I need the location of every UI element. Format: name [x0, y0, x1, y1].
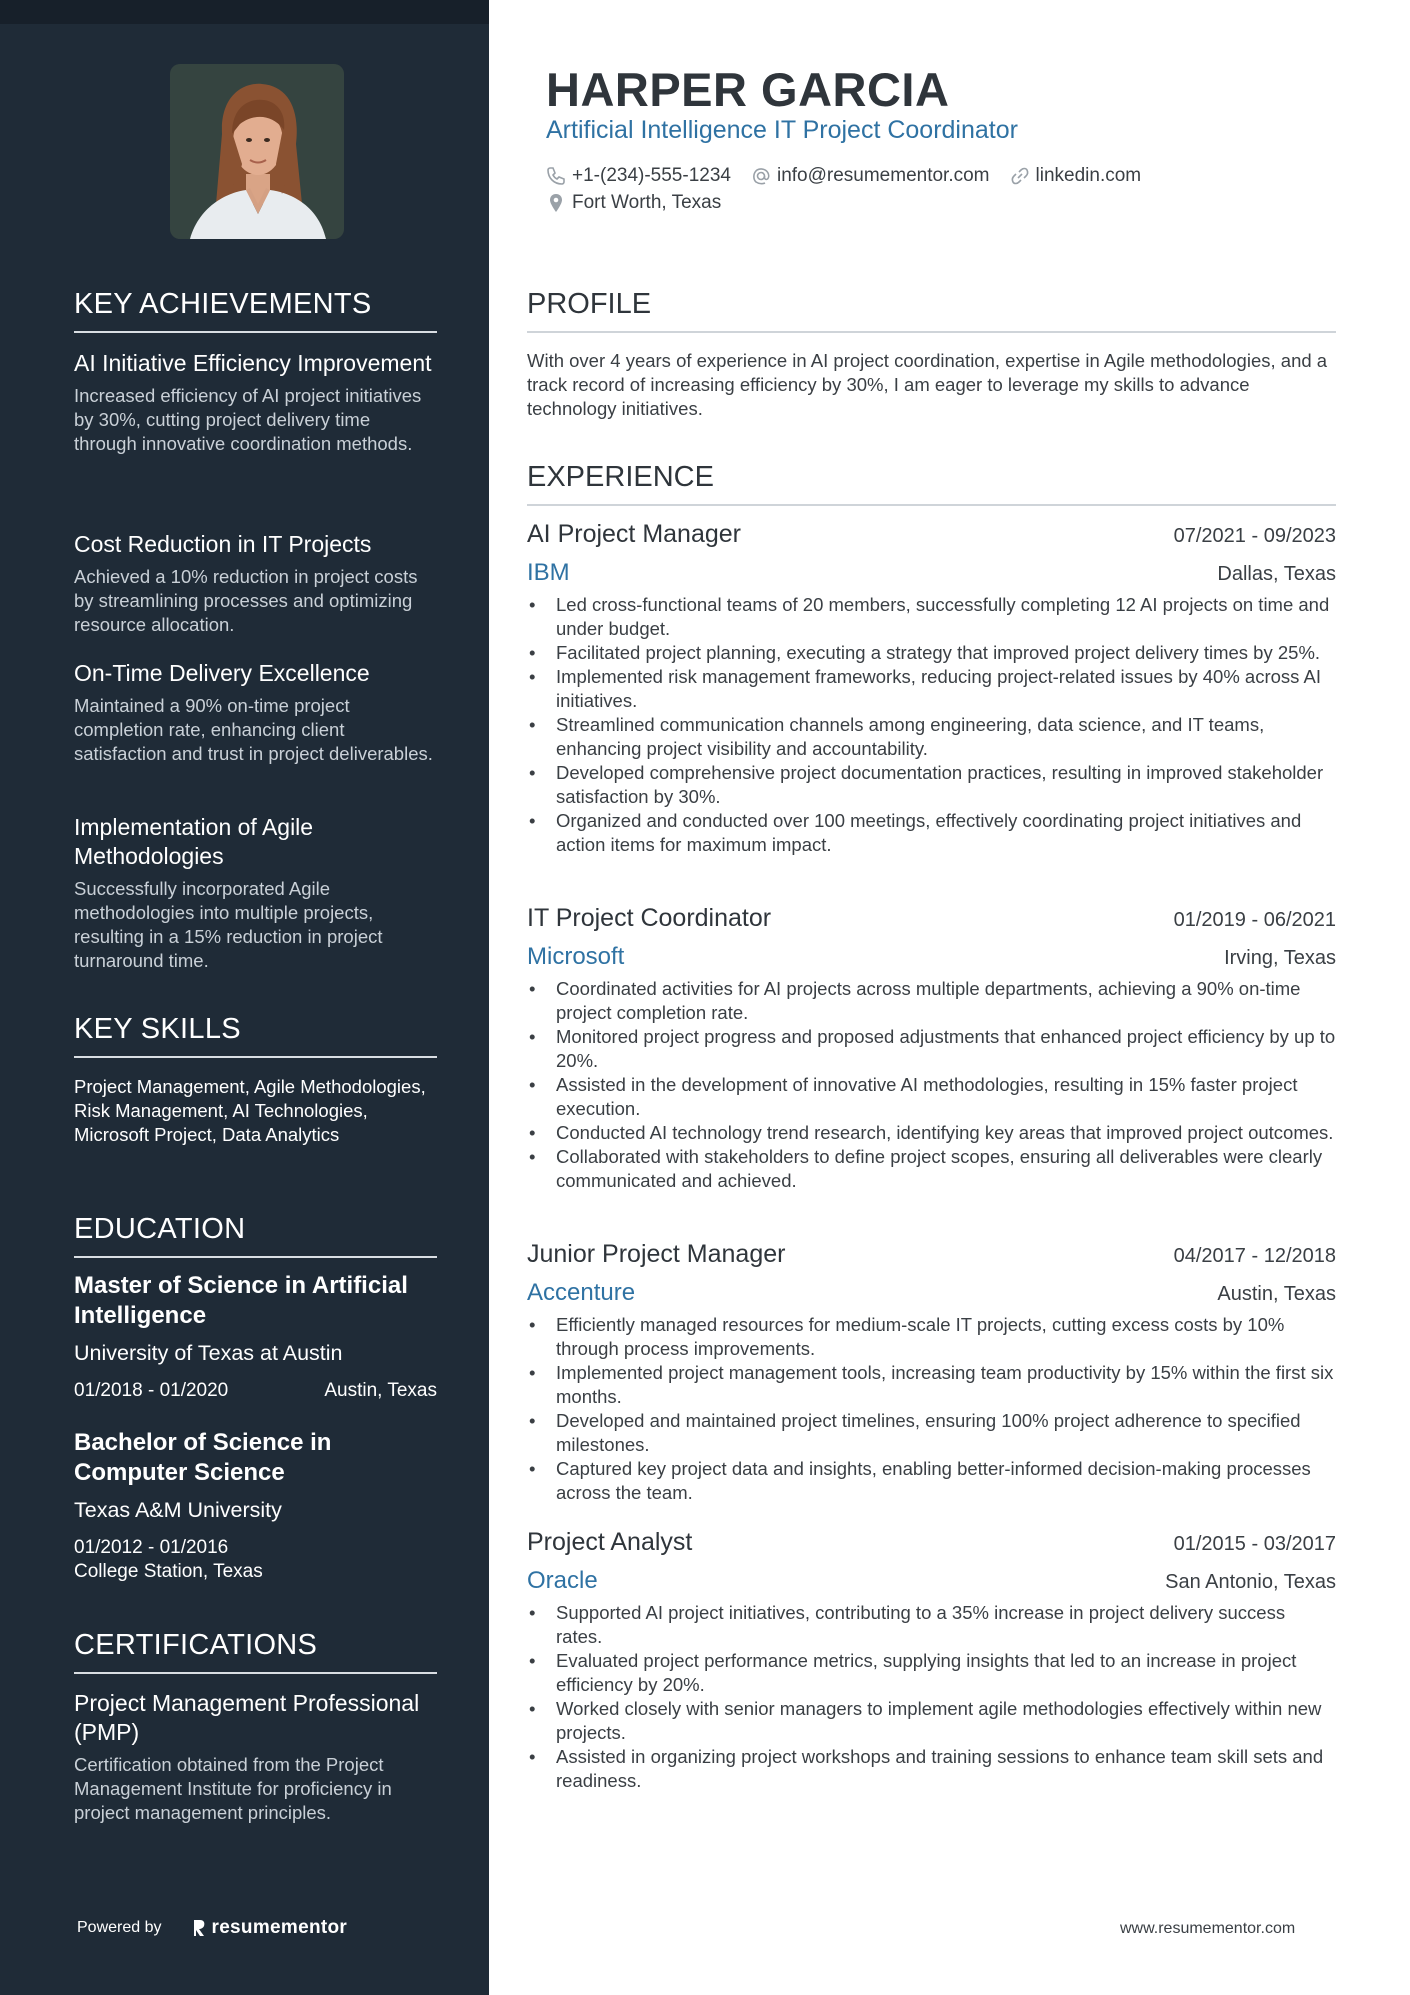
candidate-name: HARPER GARCIA	[546, 63, 950, 116]
job-bullet: • Led cross-functional teams of 20 members, successfully completing 12 AI projects on time and under budget.	[527, 593, 1336, 641]
certification-title: Project Management Professional (PMP)	[74, 1690, 420, 1745]
job-dates: 07/2021 - 09/2023	[1173, 525, 1336, 547]
at-icon	[751, 166, 771, 186]
education-dates: 01/2018 - 01/2020	[74, 1380, 229, 1401]
profile-heading: PROFILE	[527, 288, 1336, 333]
education-degree: Master of Science in Artificial Intelligence	[74, 1272, 408, 1329]
education-dates: 01/2012 - 01/2016	[74, 1537, 229, 1558]
job-bullets	[527, 593, 1336, 857]
contact-row-location	[546, 192, 741, 214]
job-bullet: • Implemented project management tools, increasing team productivity by 15% within the first six months.	[527, 1361, 1336, 1409]
job-entry	[527, 1528, 1336, 1793]
job-company: Microsoft	[527, 943, 625, 970]
job-title: IT Project Coordinator	[527, 904, 772, 932]
job-bullets	[527, 977, 1336, 1193]
job-entry	[527, 904, 1336, 1193]
job-company: IBM	[527, 559, 570, 586]
job-bullet: • Captured key project data and insights, enabling better-informed decision-making processes across the team.	[527, 1457, 1336, 1505]
job-company: Accenture	[527, 1279, 636, 1306]
job-entry	[527, 1240, 1336, 1505]
education-heading: EDUCATION	[74, 1213, 437, 1258]
job-dates: 04/2017 - 12/2018	[1173, 1245, 1336, 1267]
skills-list: Project Management, Agile Methodologies, Risk Management, AI Technologies, Microsoft Project, Data Analytics	[74, 1076, 426, 1145]
job-title: AI Project Manager	[527, 520, 741, 548]
education-school: Texas A&M University	[74, 1498, 282, 1522]
email-text: info@resumementor.com	[776, 165, 990, 186]
education-school: University of Texas at Austin	[74, 1341, 343, 1365]
candidate-role: Artificial Intelligence IT Project Coordinator	[546, 116, 1018, 144]
job-bullet: • Assisted in organizing project workshops and training sessions to enhance team skill sets and readiness.	[527, 1745, 1336, 1793]
job-location: San Antonio, Texas	[1165, 1571, 1336, 1593]
phone-icon	[546, 166, 566, 186]
education-location: Austin, Texas	[324, 1380, 437, 1401]
contact-location	[546, 192, 721, 214]
job-entry	[527, 520, 1336, 857]
job-bullet: • Organized and conducted over 100 meetings, effectively coordinating project initiatives and action items for maximum impact.	[527, 809, 1336, 857]
job-location: Dallas, Texas	[1217, 563, 1336, 585]
education-degree: Bachelor of Science in Computer Science	[74, 1429, 332, 1486]
job-bullets	[527, 1313, 1336, 1505]
job-bullet: • Monitored project progress and proposed adjustments that enhanced project efficiency by up to 20%.	[527, 1025, 1336, 1073]
achievement-desc: Increased efficiency of AI project initiatives by 30%, cutting project delivery time through innovative coordination methods.	[74, 385, 422, 454]
job-bullet: • Streamlined communication channels among engineering, data science, and IT teams, enhancing project visibility and accountability.	[527, 713, 1336, 761]
job-bullet: • Supported AI project initiatives, contributing to a 35% increase in project delivery success rates.	[527, 1601, 1336, 1649]
job-title: Project Analyst	[527, 1528, 693, 1556]
job-bullet: • Worked closely with senior managers to implement agile methodologies effectively within new projects.	[527, 1697, 1336, 1745]
location-text: Fort Worth, Texas	[572, 192, 722, 213]
contact-phone[interactable]	[546, 165, 731, 187]
link-icon	[1010, 166, 1030, 186]
achievements-heading: KEY ACHIEVEMENTS	[74, 288, 437, 333]
profile-summary: With over 4 years of experience in AI project coordination, expertise in Agile methodologies, and a track record of increasing efficiency by 30%, I am eager to leverage my skills to advance technology initiatives.	[527, 350, 1328, 419]
contact-row	[546, 165, 1161, 187]
job-bullet: • Assisted in the development of innovative AI methodologies, resulting in 15% faster project execution.	[527, 1073, 1336, 1121]
job-bullet: • Facilitated project planning, executing a strategy that improved project delivery times by 25%.	[527, 641, 1336, 665]
achievement-desc: Successfully incorporated Agile methodologies into multiple projects, resulting in a 15% reduction in project turnaround time.	[74, 878, 383, 971]
education-location: College Station, Texas	[74, 1561, 263, 1582]
brand-name: resumementor	[211, 1917, 348, 1938]
job-bullet: • Developed and maintained project timelines, ensuring 100% project adherence to specified milestones.	[527, 1409, 1336, 1457]
achievement-title: AI Initiative Efficiency Improvement	[74, 350, 432, 376]
achievement-title: Implementation of Agile Methodologies	[74, 814, 314, 869]
contact-email[interactable]	[751, 165, 990, 187]
phone-text: +1-(234)-555-1234	[572, 165, 731, 186]
job-bullet: • Coordinated activities for AI projects across multiple departments, achieving a 90% on-time project completion rate.	[527, 977, 1336, 1025]
job-bullet: • Conducted AI technology trend research, identifying key areas that improved project outcomes.	[527, 1121, 1336, 1145]
certification-desc: Certification obtained from the Project Management Institute for proficiency in project management principles.	[74, 1754, 392, 1823]
achievement-title: On-Time Delivery Excellence	[74, 660, 370, 686]
skills-heading: KEY SKILLS	[74, 1013, 437, 1058]
job-title: Junior Project Manager	[527, 1240, 786, 1268]
achievement-title: Cost Reduction in IT Projects	[74, 531, 372, 557]
job-bullet: • Implemented risk management frameworks, reducing project-related issues by 40% across AI initiatives.	[527, 665, 1336, 713]
job-bullet: • Efficiently managed resources for medium-scale IT projects, cutting excess costs by 10% through process improvements.	[527, 1313, 1336, 1361]
linkedin-text: linkedin.com	[1035, 165, 1142, 186]
contact-linkedin[interactable]	[1010, 165, 1142, 187]
certifications-heading: CERTIFICATIONS	[74, 1629, 437, 1674]
achievement-desc: Achieved a 10% reduction in project costs by streamlining processes and optimizing resource allocation.	[74, 566, 418, 635]
job-location: Austin, Texas	[1217, 1283, 1336, 1305]
location-pin-icon	[546, 193, 566, 213]
job-bullet: • Collaborated with stakeholders to define project scopes, ensuring all deliverables were clearly communicated and achieved.	[527, 1145, 1336, 1193]
website-link[interactable]: www.resumementor.com	[1120, 1920, 1296, 1937]
powered-by-label: Powered by	[77, 1919, 162, 1936]
achievement-desc: Maintained a 90% on-time project completion rate, enhancing client satisfaction and trust in project deliverables.	[74, 695, 433, 764]
job-dates: 01/2019 - 06/2021	[1173, 909, 1336, 931]
job-location: Irving, Texas	[1224, 947, 1336, 969]
job-bullet: • Developed comprehensive project documentation practices, resulting in improved stakeholder satisfaction by 30%.	[527, 761, 1336, 809]
job-bullets	[527, 1601, 1336, 1793]
job-dates: 01/2015 - 03/2017	[1173, 1533, 1336, 1555]
job-company: Oracle	[527, 1567, 598, 1594]
experience-heading: EXPERIENCE	[527, 461, 1336, 506]
job-bullet: • Evaluated project performance metrics, supplying insights that led to an increase in project efficiency by 20%.	[527, 1649, 1336, 1697]
